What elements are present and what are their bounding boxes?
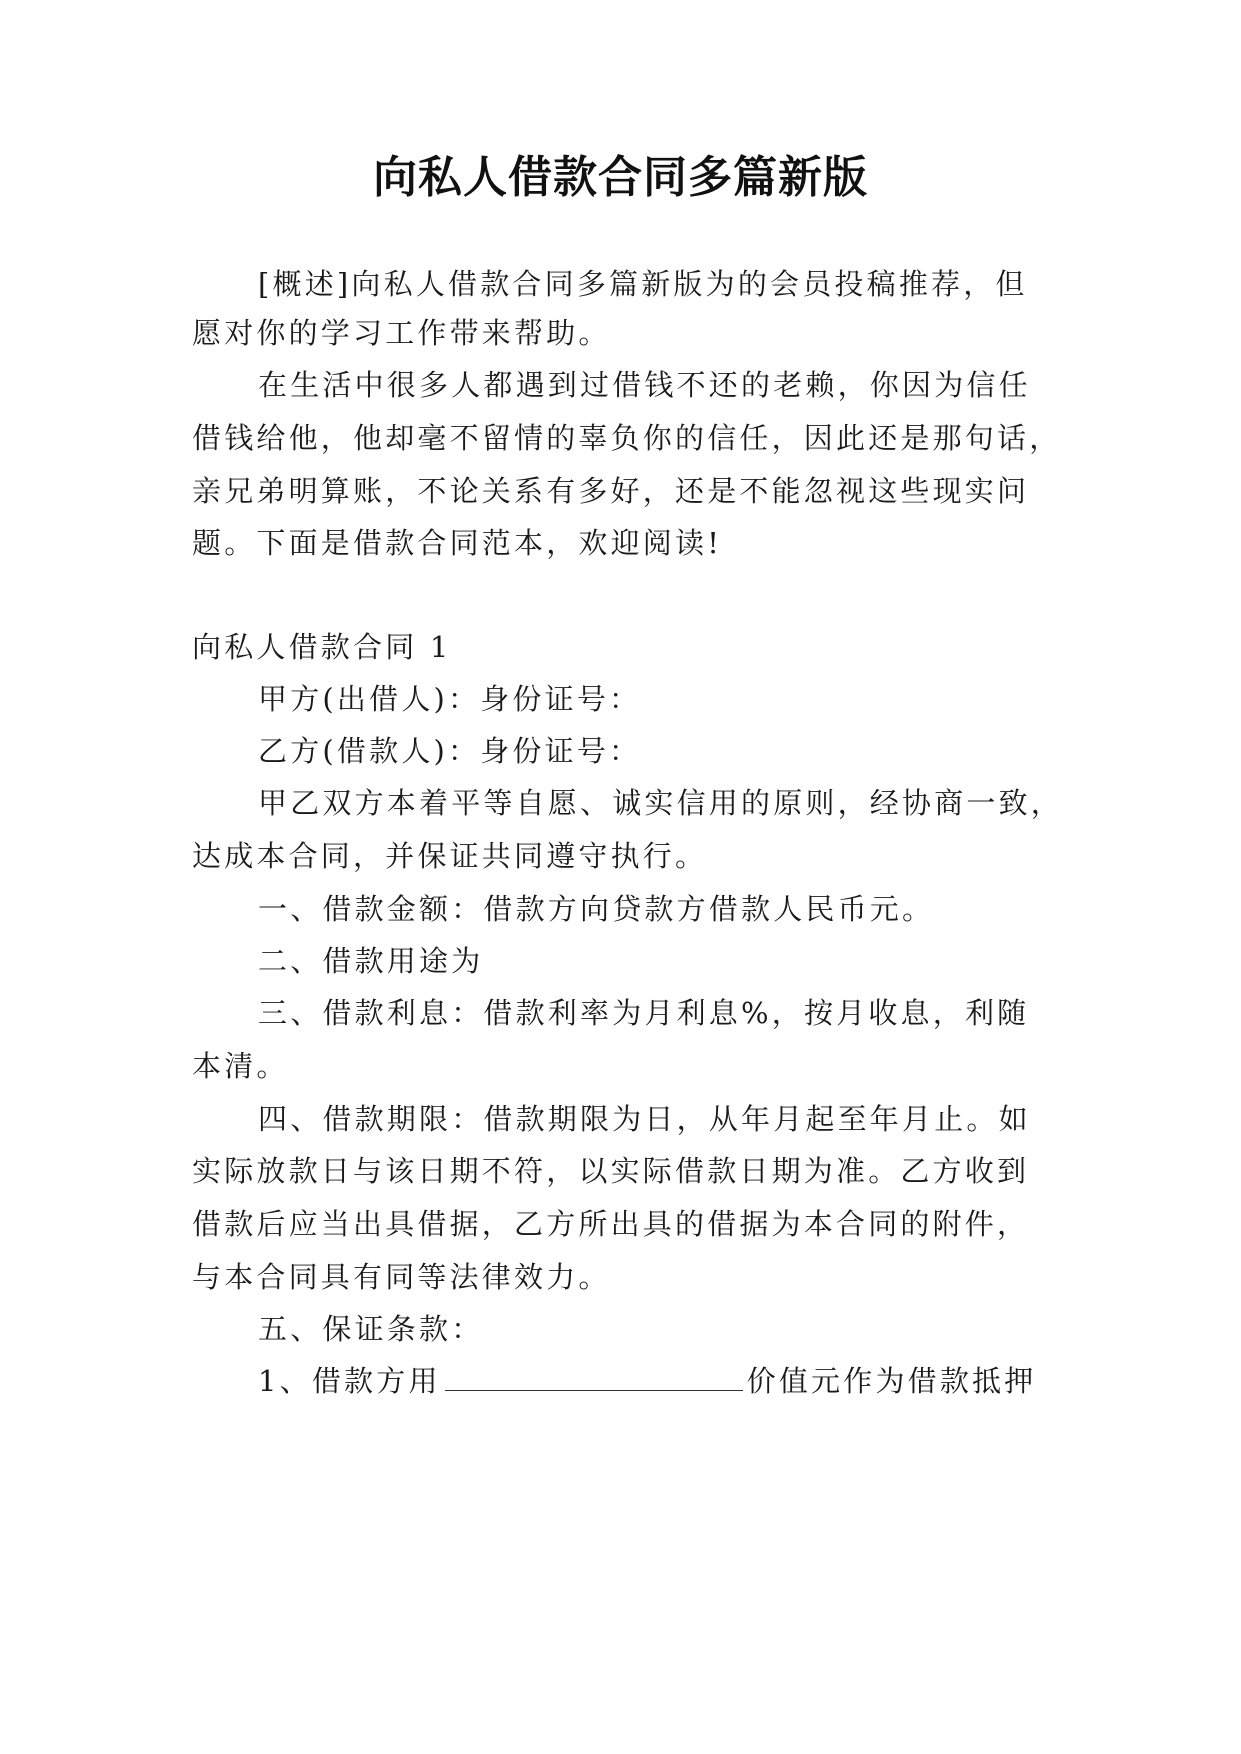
fill-in-blank [445, 1364, 743, 1391]
contract-heading: 向私人借款合同 1 [192, 630, 452, 664]
clause-3-line-1: 三、借款利息：借款利率为月利息%，按月收息，利随 [258, 996, 1030, 1030]
clause-1-line: 一、借款金额：借款方向贷款方借款人民币元。 [258, 892, 935, 926]
clause-5-heading: 五、保证条款： [258, 1312, 484, 1346]
clause-4-line-4: 与本合同具有同等法律效力。 [192, 1260, 611, 1294]
clause-5-1-line [258, 1361, 1036, 1401]
clause-5-1-prefix: 1、借款方用 [258, 1364, 441, 1398]
clause-5-1-suffix: 价值元作为借款抵押 [746, 1364, 1037, 1398]
preface-line-1: 在生活中很多人都遇到过借钱不还的老赖，你因为信任 [258, 368, 1031, 402]
intro-line-2: 愿对你的学习工作带来帮助。 [192, 316, 611, 350]
clause-2-line: 二、借款用途为 [258, 944, 484, 978]
party-a-line: 甲方(出借人)：身份证号： [258, 682, 642, 716]
party-b-line: 乙方(借款人)：身份证号： [258, 734, 642, 768]
clause-4-line-3: 借款后应当出具借据，乙方所出具的借据为本合同的附件， [192, 1207, 1030, 1241]
clause-4-line-1: 四、借款期限：借款期限为日，从年月起至年月止。如 [258, 1102, 1031, 1136]
intro-line-1: [概述]向私人借款合同多篇新版为的会员投稿推荐，但 [258, 267, 1028, 301]
preface-line-3: 亲兄弟明算账，不论关系有多好，还是不能忽视这些现实问 [192, 474, 1030, 508]
document-title: 向私人借款合同多篇新版 [373, 152, 868, 203]
preface-line-4: 题。下面是借款合同范本，欢迎阅读! [192, 526, 723, 560]
clause-3-line-2: 本清。 [192, 1049, 289, 1083]
agreement-line-2: 达成本合同，并保证共同遵守执行。 [192, 839, 708, 873]
agreement-line-1: 甲乙双方本着平等自愿、诚实信用的原则，经协商一致， [258, 786, 1064, 820]
clause-4-line-2: 实际放款日与该日期不符，以实际借款日期为准。乙方收到 [192, 1154, 1030, 1188]
preface-line-2: 借钱给他，他却毫不留情的辜负你的信任，因此还是那句话， [192, 421, 1062, 455]
